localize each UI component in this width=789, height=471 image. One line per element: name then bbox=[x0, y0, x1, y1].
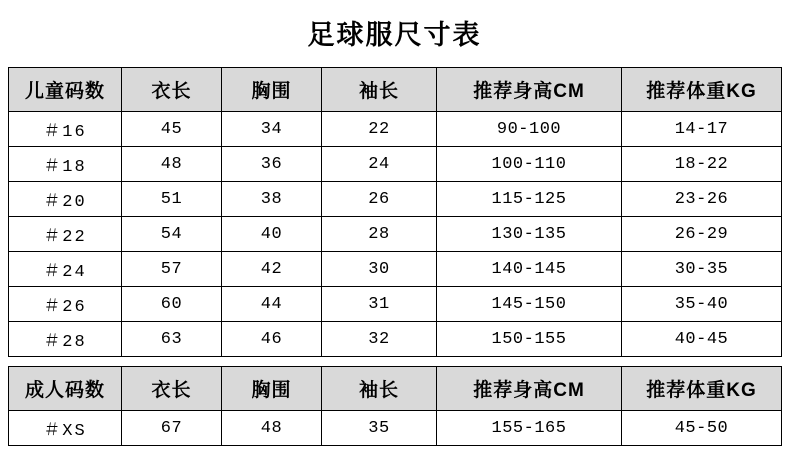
cell-chest: 36 bbox=[222, 147, 322, 182]
cell-weight: 14-17 bbox=[622, 112, 782, 147]
adult-header-chest: 胸围 bbox=[222, 367, 322, 411]
cell-code: ＃20 bbox=[9, 182, 122, 217]
cell-code: ＃24 bbox=[9, 252, 122, 287]
cell-length: 54 bbox=[122, 217, 222, 252]
adult-table-header-row bbox=[9, 367, 782, 411]
cell-length: 45 bbox=[122, 112, 222, 147]
table-row bbox=[9, 182, 782, 217]
cell-weight: 18-22 bbox=[622, 147, 782, 182]
cell-code: ＃18 bbox=[9, 147, 122, 182]
adult-size-table bbox=[8, 366, 782, 446]
adult-header-height: 推荐身高CM bbox=[437, 367, 622, 411]
cell-sleeve: 26 bbox=[322, 182, 437, 217]
adult-header-length: 衣长 bbox=[122, 367, 222, 411]
table-row bbox=[9, 147, 782, 182]
cell-code: ＃22 bbox=[9, 217, 122, 252]
cell-chest: 46 bbox=[222, 322, 322, 357]
table-row bbox=[9, 252, 782, 287]
cell-length: 57 bbox=[122, 252, 222, 287]
kids-header-height: 推荐身高CM bbox=[437, 68, 622, 112]
table-divider-gap bbox=[8, 357, 781, 366]
cell-sleeve: 30 bbox=[322, 252, 437, 287]
cell-chest: 48 bbox=[222, 411, 322, 446]
table-row bbox=[9, 411, 782, 446]
cell-height: 150-155 bbox=[437, 322, 622, 357]
table-row bbox=[9, 322, 782, 357]
cell-code: ＃XS bbox=[9, 411, 122, 446]
cell-length: 67 bbox=[122, 411, 222, 446]
cell-height: 115-125 bbox=[437, 182, 622, 217]
cell-sleeve: 28 bbox=[322, 217, 437, 252]
cell-length: 51 bbox=[122, 182, 222, 217]
table-row bbox=[9, 112, 782, 147]
kids-header-code: 儿童码数 bbox=[9, 68, 122, 112]
cell-height: 130-135 bbox=[437, 217, 622, 252]
cell-height: 155-165 bbox=[437, 411, 622, 446]
kids-header-length: 衣长 bbox=[122, 68, 222, 112]
cell-length: 60 bbox=[122, 287, 222, 322]
kids-header-chest: 胸围 bbox=[222, 68, 322, 112]
cell-code: ＃26 bbox=[9, 287, 122, 322]
cell-weight: 30-35 bbox=[622, 252, 782, 287]
kids-header-sleeve: 袖长 bbox=[322, 68, 437, 112]
adult-header-sleeve: 袖长 bbox=[322, 367, 437, 411]
cell-chest: 44 bbox=[222, 287, 322, 322]
cell-chest: 34 bbox=[222, 112, 322, 147]
cell-weight: 40-45 bbox=[622, 322, 782, 357]
adult-header-code: 成人码数 bbox=[9, 367, 122, 411]
adult-header-weight: 推荐体重KG bbox=[622, 367, 782, 411]
cell-length: 63 bbox=[122, 322, 222, 357]
cell-sleeve: 31 bbox=[322, 287, 437, 322]
cell-chest: 40 bbox=[222, 217, 322, 252]
cell-height: 145-150 bbox=[437, 287, 622, 322]
kids-header-weight: 推荐体重KG bbox=[622, 68, 782, 112]
cell-sleeve: 22 bbox=[322, 112, 437, 147]
kids-table-header-row bbox=[9, 68, 782, 112]
kids-size-table bbox=[8, 67, 782, 357]
table-row bbox=[9, 287, 782, 322]
table-row bbox=[9, 217, 782, 252]
cell-weight: 26-29 bbox=[622, 217, 782, 252]
cell-sleeve: 32 bbox=[322, 322, 437, 357]
page-title: 足球服尺寸表 bbox=[307, 20, 482, 50]
cell-weight: 23-26 bbox=[622, 182, 782, 217]
cell-height: 100-110 bbox=[437, 147, 622, 182]
cell-chest: 38 bbox=[222, 182, 322, 217]
cell-sleeve: 24 bbox=[322, 147, 437, 182]
cell-height: 140-145 bbox=[437, 252, 622, 287]
cell-chest: 42 bbox=[222, 252, 322, 287]
cell-weight: 45-50 bbox=[622, 411, 782, 446]
cell-length: 48 bbox=[122, 147, 222, 182]
cell-height: 90-100 bbox=[437, 112, 622, 147]
cell-code: ＃28 bbox=[9, 322, 122, 357]
cell-weight: 35-40 bbox=[622, 287, 782, 322]
cell-code: ＃16 bbox=[9, 112, 122, 147]
cell-sleeve: 35 bbox=[322, 411, 437, 446]
